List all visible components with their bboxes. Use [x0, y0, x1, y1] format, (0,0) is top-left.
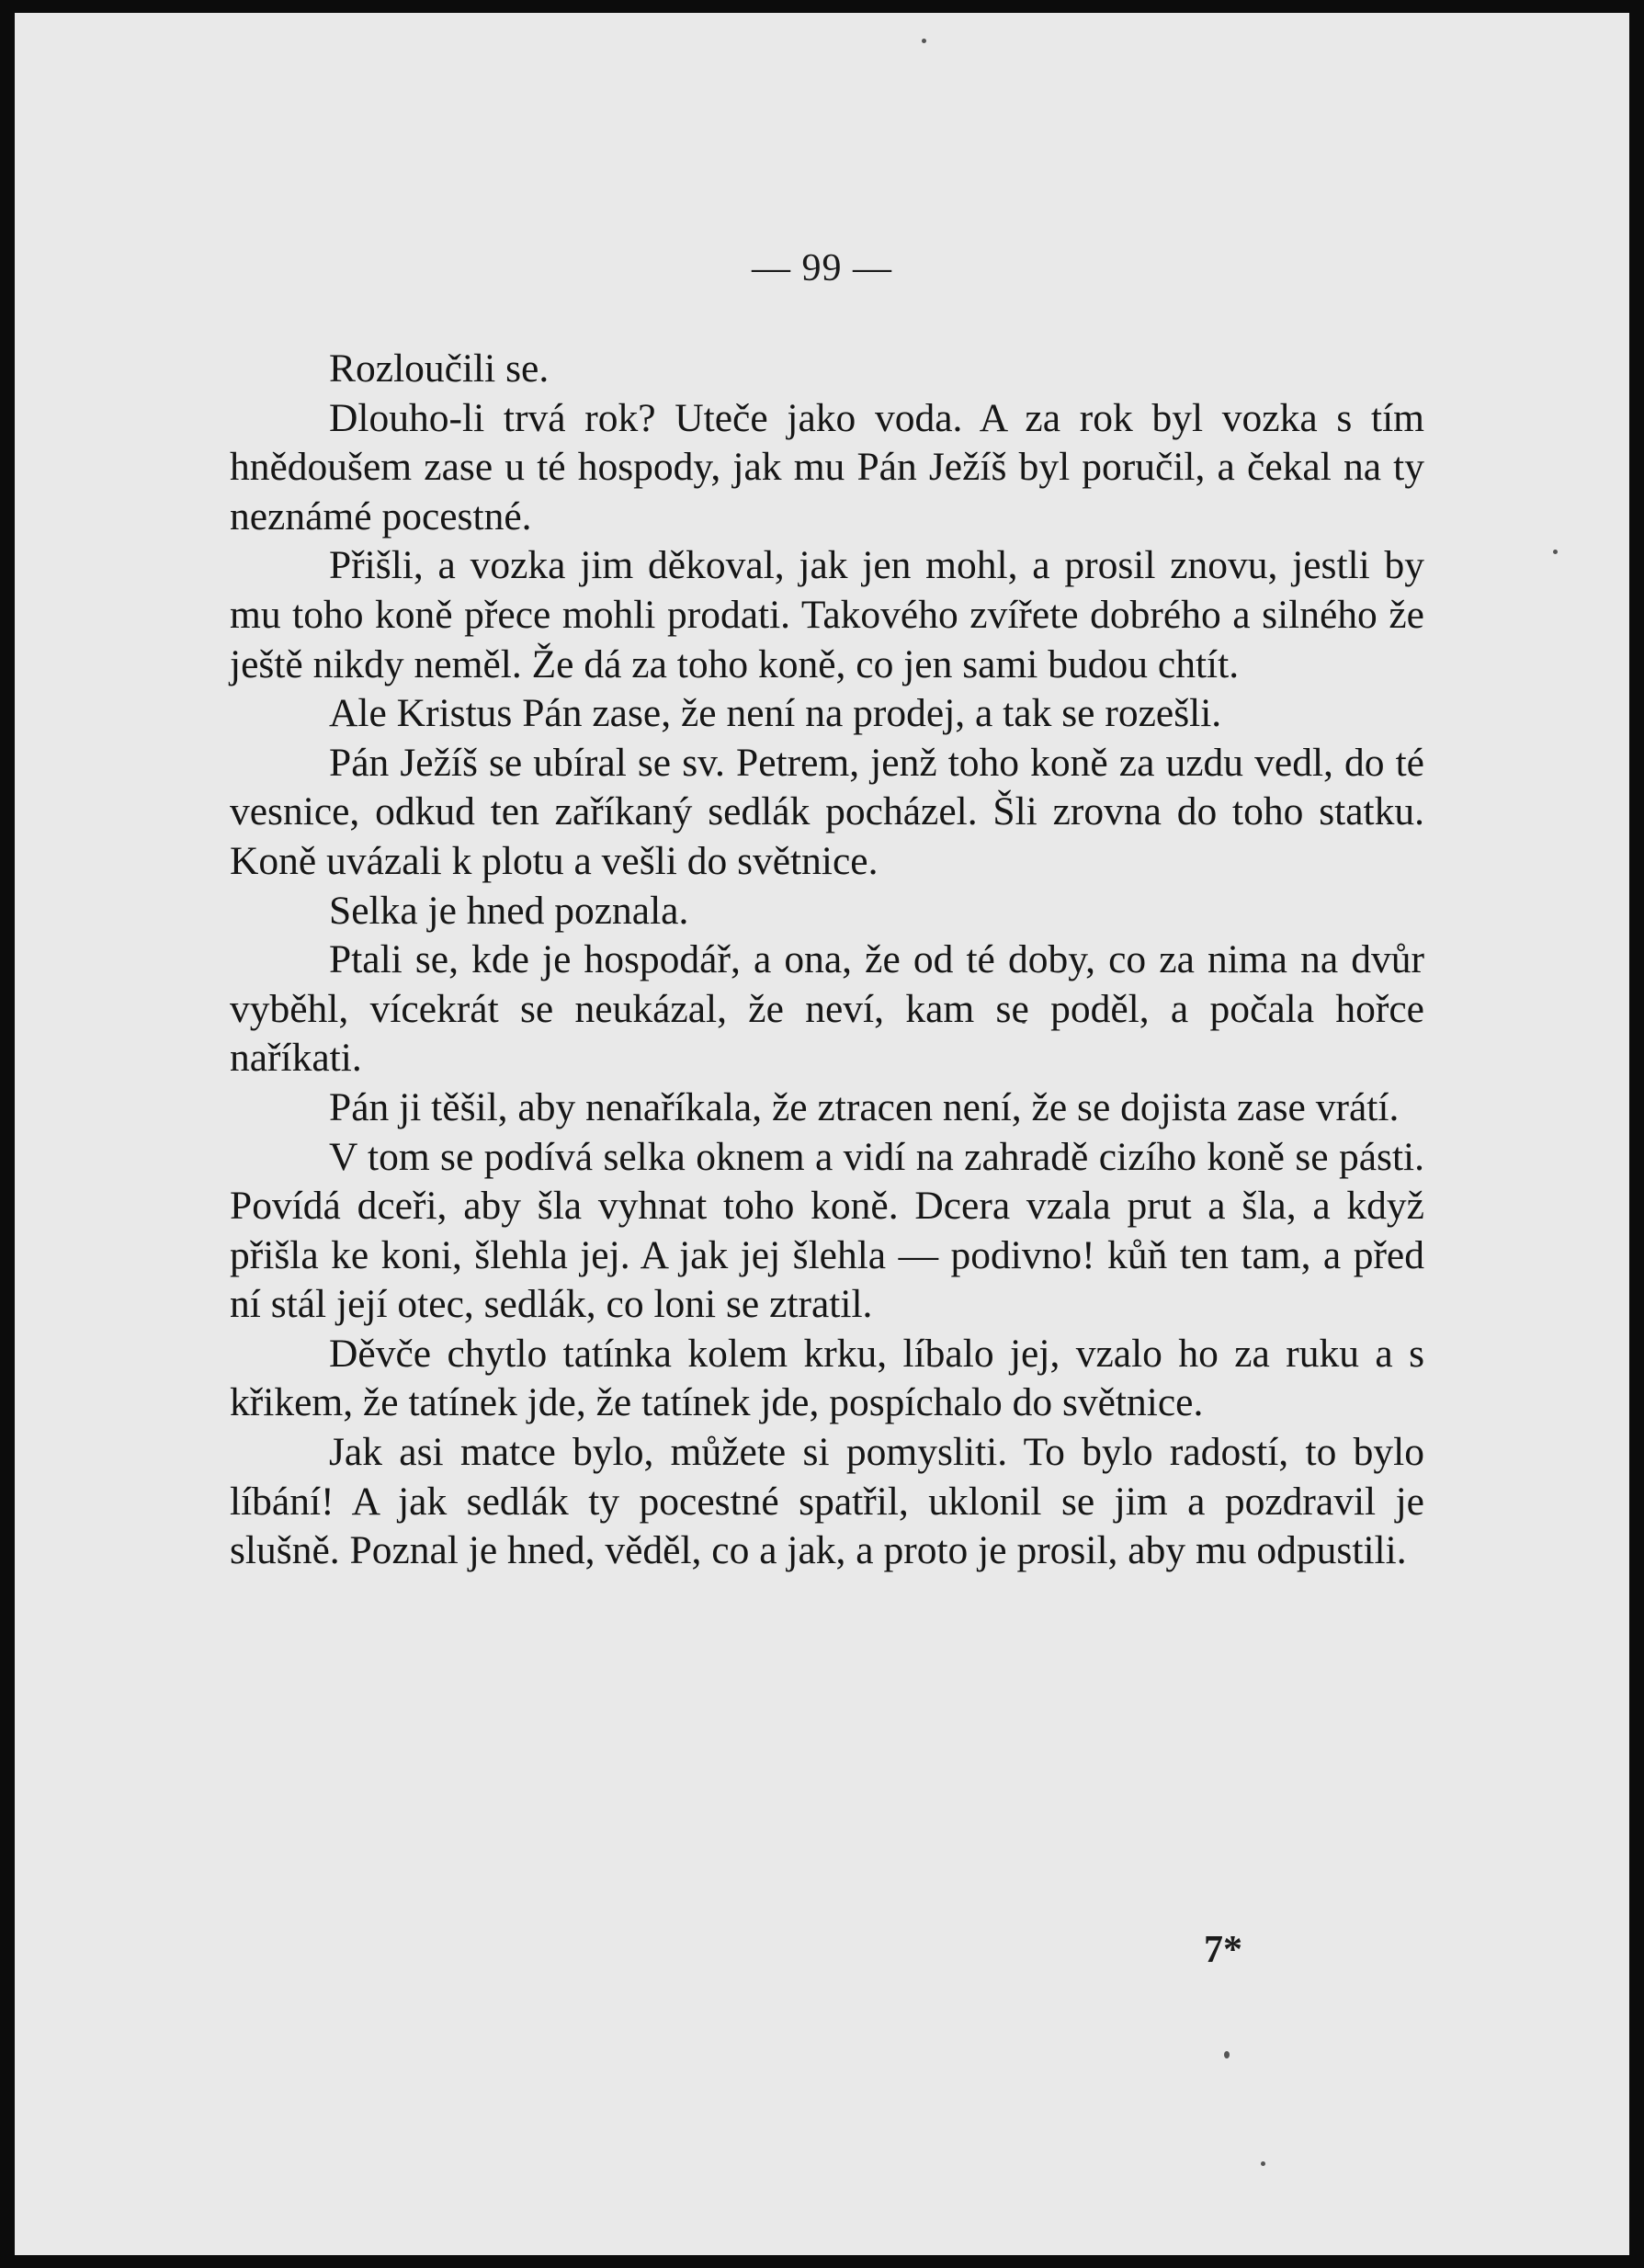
- paragraph: Dlouho-li trvá rok? Uteče jako voda. A za rok byl vozka s tím hnědoušem zase u té hospody, jak mu Pán Ježíš byl poručil, a čekal na ty neznámé pocestné.: [230, 395, 1424, 539]
- paragraph: Děvče chytlo tatínka kolem krku, líbalo jej, vzalo ho za ruku a s křikem, že tatínek jde, že tatínek jde, pospíchalo do světnice.: [230, 1331, 1424, 1425]
- body-text: [230, 345, 1424, 1576]
- paragraph: Přišli, a vozka jim děkoval, jak jen mohl, a prosil znovu, jestli by mu toho koně přece mohli prodati. Takového zvířete dobrého a silného že ještě nikdy neměl. Že dá za toho koně, co jen sami budou chtít.: [230, 543, 1424, 686]
- print-speck: [1224, 2051, 1230, 2058]
- printer-signature-mark: 7*: [1204, 1929, 1242, 1971]
- page-number: — 99 —: [752, 247, 892, 289]
- scan-border-bottom: [0, 2255, 1644, 2268]
- print-speck: [1261, 2161, 1265, 2166]
- paragraph: Pán Ježíš se ubíral se sv. Petrem, jenž toho koně za uzdu vedl, do té vesnice, odkud ten zaříkaný sedlák pocházel. Šli zrovna do toho statku. Koně uvázali k plotu a vešli do světnice.: [230, 740, 1424, 883]
- paragraph: Ale Kristus Pán zase, že není na prodej, a tak se rozešli.: [329, 691, 1222, 736]
- paragraph: Pán ji těšil, aby nenaříkala, že ztracen není, že se dojista zase vrátí.: [329, 1084, 1400, 1129]
- paragraph: Rozloučili se.: [329, 346, 550, 391]
- paragraph: Ptali se, kde je hospodář, a ona, že od té doby, co za nima na dvůr vyběhl, vícekrát se neukázal, že neví, kam se poděl, a počala hořce naříkati.: [230, 937, 1424, 1081]
- print-speck: [1553, 550, 1558, 554]
- print-speck: [922, 39, 926, 43]
- scan-border-top: [0, 0, 1644, 13]
- scan-border-right: [1629, 0, 1644, 2268]
- paragraph: V tom se podívá selka oknem a vidí na zahradě cizího koně se pásti. Povídá dceři, aby šla vyhnat toho koně. Dcera vzala prut a šla, a když přišla ke koni, šlehla jej. A jak jej šlehla — podivno! kůň ten tam, a před ní stál její otec, sedlák, co loni se ztratil.: [230, 1134, 1424, 1327]
- paragraph: Jak asi matce bylo, můžete si pomysliti. To bylo radostí, to bylo líbání! A jak sedlák ty pocestné spatřil, uklonil se jim a pozdravil je slušně. Poznal je hned, věděl, co a jak, a proto je prosil, aby mu odpustili.: [230, 1430, 1424, 1573]
- paragraph: Selka je hned poznala.: [329, 888, 689, 933]
- scan-border-left: [0, 0, 15, 2268]
